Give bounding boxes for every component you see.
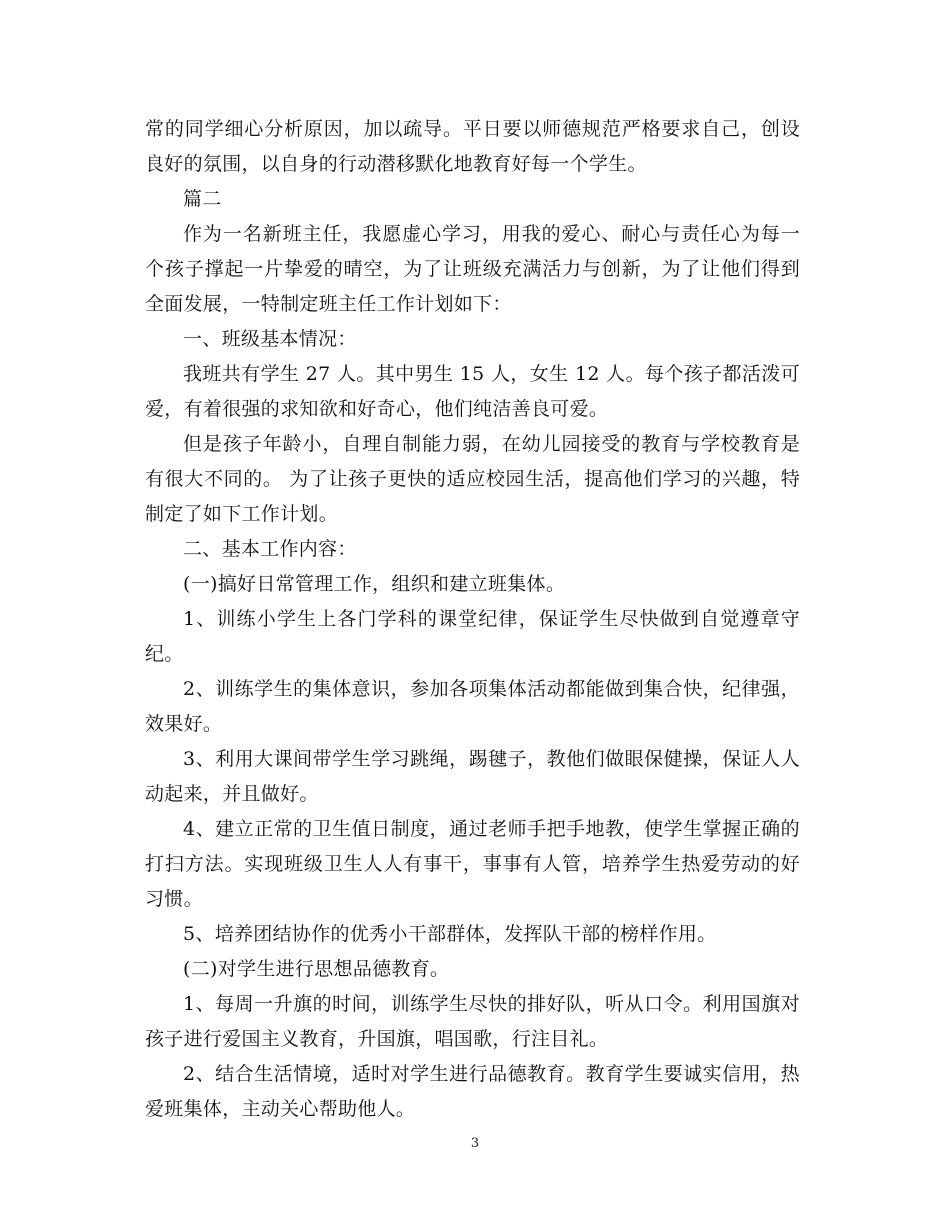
subsection-heading: (二)对学生进行思想品德教育。 [183, 958, 450, 980]
paragraph: 但是孩子年龄小，自理自制能力弱，在幼儿园接受的教育与学校教育是有很大不同的。 为了让孩子更快的适应校园生活，提高他们学习的兴趣，特制定了如下工作计划。 [145, 433, 800, 525]
section-heading: 一、班级基本情况： [183, 328, 357, 350]
section-heading-part-two: 篇二 [183, 188, 222, 210]
paragraph: 作为一名新班主任，我愿虚心学习，用我的爱心、耐心与责任心为每一个孩子撑起一片挚爱的晴空，为了让班级充满活力与创新，为了让他们得到全面发展，一特制定班主任工作计划如下： [145, 223, 800, 315]
list-item: 2、训练学生的集体意识，参加各项集体活动都能做到集合快，纪律强，效果好。 [145, 678, 800, 735]
list-item: 3、利用大课间带学生学习跳绳，踢毽子，教他们做眼保健操，保证人人动起来，并且做好。 [145, 748, 800, 805]
page-number: 3 [470, 1136, 480, 1151]
list-item: 1、每周一升旗的时间，训练学生尽快的排好队，听从口令。利用国旗对孩子进行爱国主义教育，升国旗，唱国歌，行注目礼。 [145, 993, 800, 1050]
list-item: 5、培养团结协作的优秀小干部群体，发挥队干部的榜样作用。 [183, 923, 717, 945]
section-heading: 二、基本工作内容： [183, 538, 357, 560]
list-item: 2、结合生活情境，适时对学生进行品德教育。教育学生要诚实信用，热爱班集体，主动关心帮助他人。 [145, 1063, 800, 1120]
subsection-heading: (一)搞好日常管理工作，组织和建立班集体。 [183, 573, 566, 595]
paragraph: 我班共有学生 27 人。其中男生 15 人，女生 12 人。每个孩子都活泼可爱，有着很强的求知欲和好奇心，他们纯洁善良可爱。 [145, 363, 800, 420]
list-item: 4、建立正常的卫生值日制度，通过老师手把手地教，使学生掌握正确的打扫方法。实现班级卫生人人有事干，事事有人管，培养学生热爱劳动的好习惯。 [145, 818, 800, 910]
list-item: 1、训练小学生上各门学科的课堂纪律，保证学生尽快做到自觉遵章守纪。 [145, 608, 800, 665]
document-body [145, 112, 800, 1127]
paragraph: 常的同学细心分析原因，加以疏导。平日要以师德规范严格要求自己，创设良好的氛围，以自身的行动潜移默化地教育好每一个学生。 [145, 118, 800, 175]
